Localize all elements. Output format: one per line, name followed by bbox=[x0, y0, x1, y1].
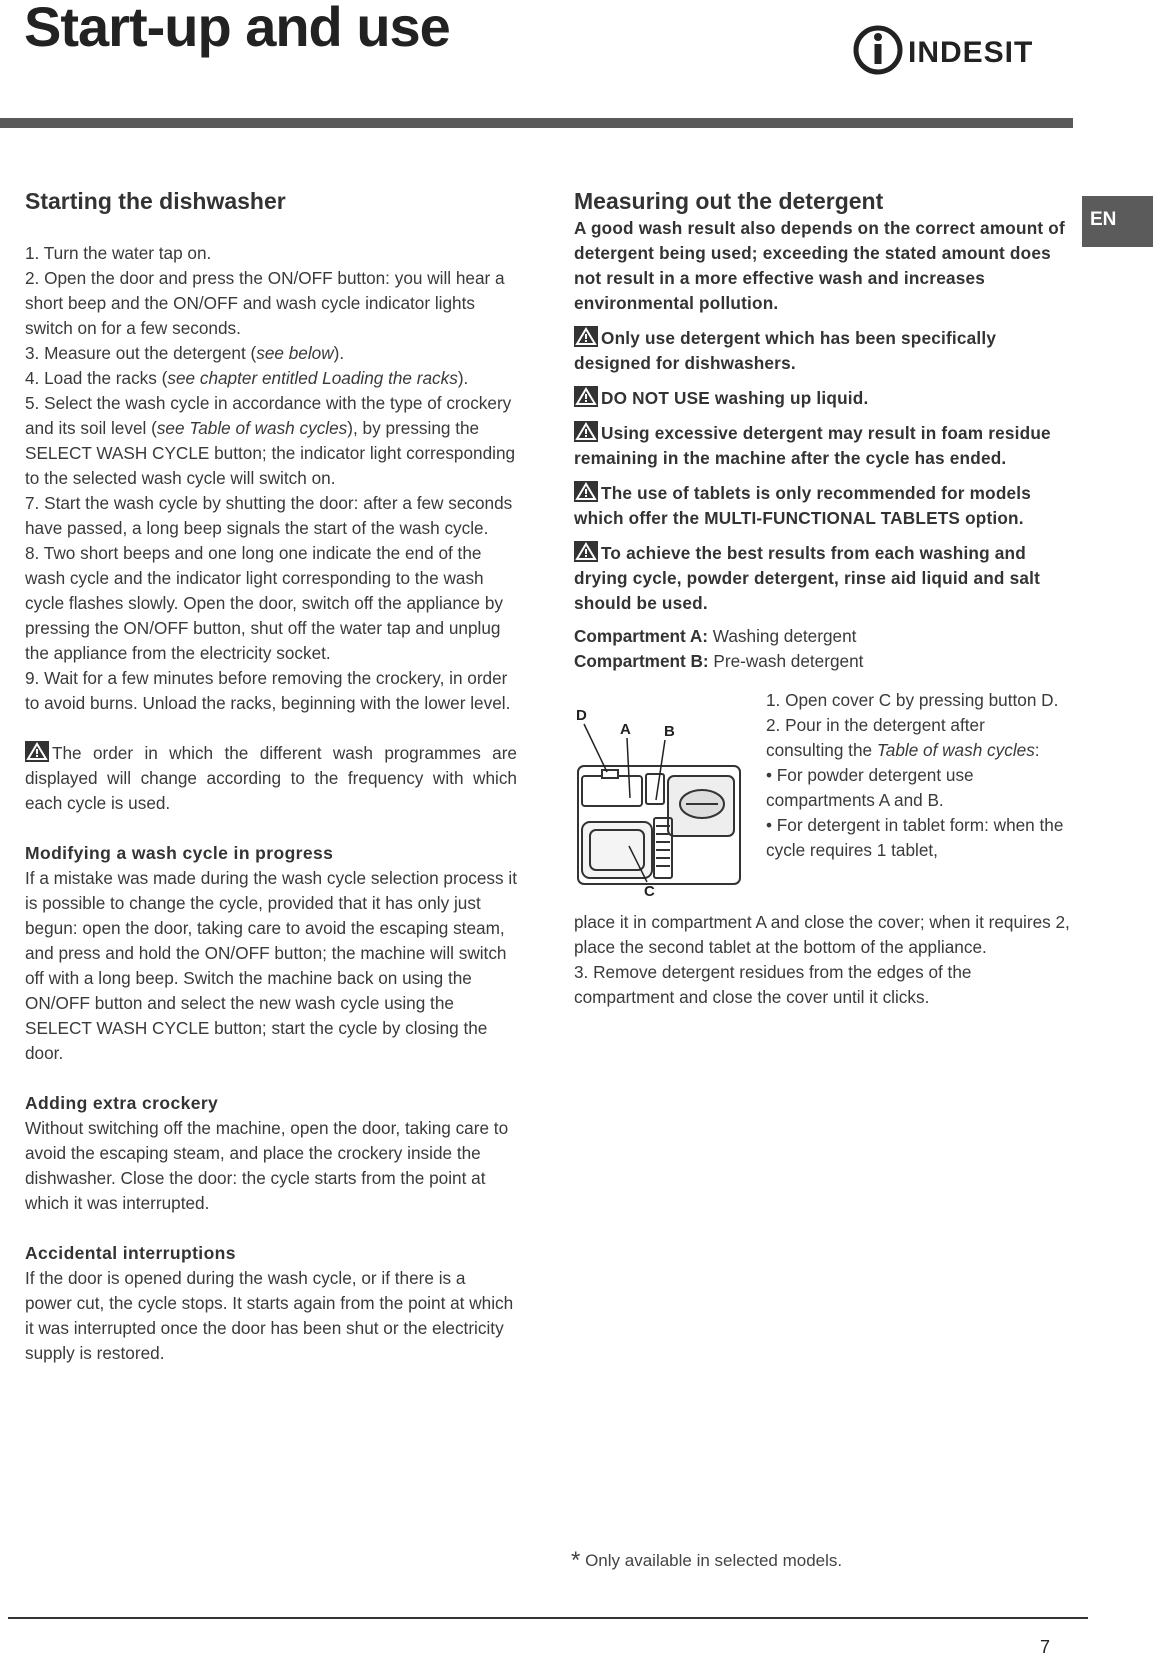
step-item: 8. Two short beeps and one long one indicate the end of the wash cycle and the indicator light corresponding to the wash cycle flashes slowly. Open the door, switch off the appliance by pressing the ON/OFF button, shut off the water tap and unplug the appliance from the electricity socket. bbox=[25, 543, 504, 663]
order-note bbox=[25, 741, 517, 816]
label-a: A bbox=[620, 721, 631, 738]
page-title: Start-up and use bbox=[24, 0, 450, 58]
left-column bbox=[25, 186, 517, 1366]
label-c: C bbox=[644, 883, 655, 896]
bullet-powder: • For powder detergent use compartments A and B. bbox=[766, 765, 974, 810]
measuring-heading: Measuring out the detergent bbox=[574, 188, 884, 214]
footnote: * Only available in selected models. bbox=[571, 1547, 843, 1574]
label-d: D bbox=[576, 707, 587, 724]
warning-item: DO NOT USE washing up liquid. bbox=[574, 386, 1070, 411]
warning-icon bbox=[574, 481, 598, 502]
step-item: 4. Load the racks (see chapter entitled Loading the racks). bbox=[25, 368, 469, 388]
brand-name: INDESIT bbox=[908, 36, 1034, 69]
starting-heading: Starting the dishwasher bbox=[25, 188, 286, 214]
compartment-a: Compartment A: Washing detergent bbox=[574, 626, 857, 646]
warning-item: To achieve the best results from each washing and drying cycle, powder detergent, rinse aid liquid and salt should be used. bbox=[574, 543, 1041, 613]
warning-item: Only use detergent which has been specifically designed for dishwashers. bbox=[574, 328, 997, 373]
warning-icon bbox=[574, 421, 598, 442]
label-b: B bbox=[664, 723, 675, 740]
bullet-tablet-continued: place it in compartment A and close the cover; when it requires 2, place the second tablet at the bottom of the appliance. bbox=[574, 912, 1070, 957]
compartment-b: Compartment B: Pre-wash detergent bbox=[574, 651, 864, 671]
compartments bbox=[574, 624, 1070, 674]
page-number: 7 bbox=[1040, 1637, 1051, 1657]
step-item: 2. Open the door and press the ON/OFF button: you will hear a short beep and the ON/OFF and wash cycle indicator lights switch on for a few seconds. bbox=[25, 268, 505, 338]
indesit-logo bbox=[852, 24, 1047, 76]
steps-list bbox=[25, 241, 517, 716]
adding-text: Without switching off the machine, open the door, taking care to avoid the escaping steam, and place the crockery inside the dishwasher. Close the door: the cycle starts from the point at which it was interrupted. bbox=[25, 1118, 509, 1213]
bullet-tablet: • For detergent in tablet form: when the cycle requires 1 tablet, bbox=[766, 815, 1064, 860]
warning-item: The use of tablets is only recommended for models which offer the MULTI-FUNCTIONAL TABLETS option. bbox=[574, 483, 1032, 528]
intro-text: A good wash result also depends on the correct amount of detergent being used; exceeding the stated amount does not result in a more effective wash and increases environmental pollution. bbox=[574, 218, 1065, 313]
detergent-dispenser-diagram bbox=[574, 696, 744, 896]
step-item: 5. Select the wash cycle in accordance with the type of crockery and its soil level (see Table of wash cycles), by pressing the SELECT WASH CYCLE button; the indicator light corresponding to the selected wash cycle will switch on. bbox=[25, 393, 516, 488]
accidental-text: If the door is opened during the wash cycle, or if there is a power cut, the cycle stops. It starts again from the point at which it was interrupted once the door has been shut or the electricity supply is restored. bbox=[25, 1268, 514, 1363]
accidental-heading: Accidental interruptions bbox=[25, 1243, 236, 1263]
warning-item: Using excessive detergent may result in foam residue remaining in the machine after the cycle has ended. bbox=[574, 423, 1051, 468]
warning-icon bbox=[574, 541, 598, 562]
step-item: 9. Wait for a few minutes before removing the crockery, in order to avoid burns. Unload the racks, beginning with the lower level. bbox=[25, 668, 511, 713]
modifying-text: If a mistake was made during the wash cycle selection process it is possible to change the cycle, provided that it has only just begun: open the door, taking care to avoid the escaping steam, and press and hold the ON/OFF button; the machine will switch off with a long beep. Switch the machine back on using the ON/OFF button and select the new wash cycle using the SELECT WASH CYCLE button; start the cycle by closing the door. bbox=[25, 868, 517, 1063]
step-item: 7. Start the wash cycle by shutting the door: after a few seconds have passed, a long beep signals the start of the wash cycle. bbox=[25, 493, 513, 538]
warning-icon bbox=[574, 386, 598, 407]
adding-heading: Adding extra crockery bbox=[25, 1093, 219, 1113]
step-item: 1. Turn the water tap on. bbox=[25, 243, 212, 263]
warning-icon bbox=[574, 326, 598, 347]
instruction-2: 2. Pour in the detergent after consulting the Table of wash cycles: bbox=[766, 715, 1040, 760]
footer-rule bbox=[8, 1617, 1088, 1619]
step-item: 3. Measure out the detergent (see below). bbox=[25, 343, 345, 363]
right-column bbox=[574, 186, 1070, 1010]
modifying-heading: Modifying a wash cycle in progress bbox=[25, 843, 334, 863]
dispenser-section bbox=[574, 688, 1070, 910]
language-tab: EN bbox=[1082, 196, 1153, 247]
header-rule bbox=[0, 118, 1073, 128]
order-note-text: The order in which the different wash programmes are displayed will change according to the frequency with which each cycle is used. bbox=[25, 743, 517, 813]
instruction-3: 3. Remove detergent residues from the edges of the compartment and close the cover until it clicks. bbox=[574, 962, 972, 1007]
warning-icon bbox=[25, 741, 49, 762]
warnings-list bbox=[574, 326, 1070, 616]
instruction-1: 1. Open cover C by pressing button D. bbox=[766, 690, 1059, 710]
dispenser-instructions bbox=[766, 688, 1066, 863]
